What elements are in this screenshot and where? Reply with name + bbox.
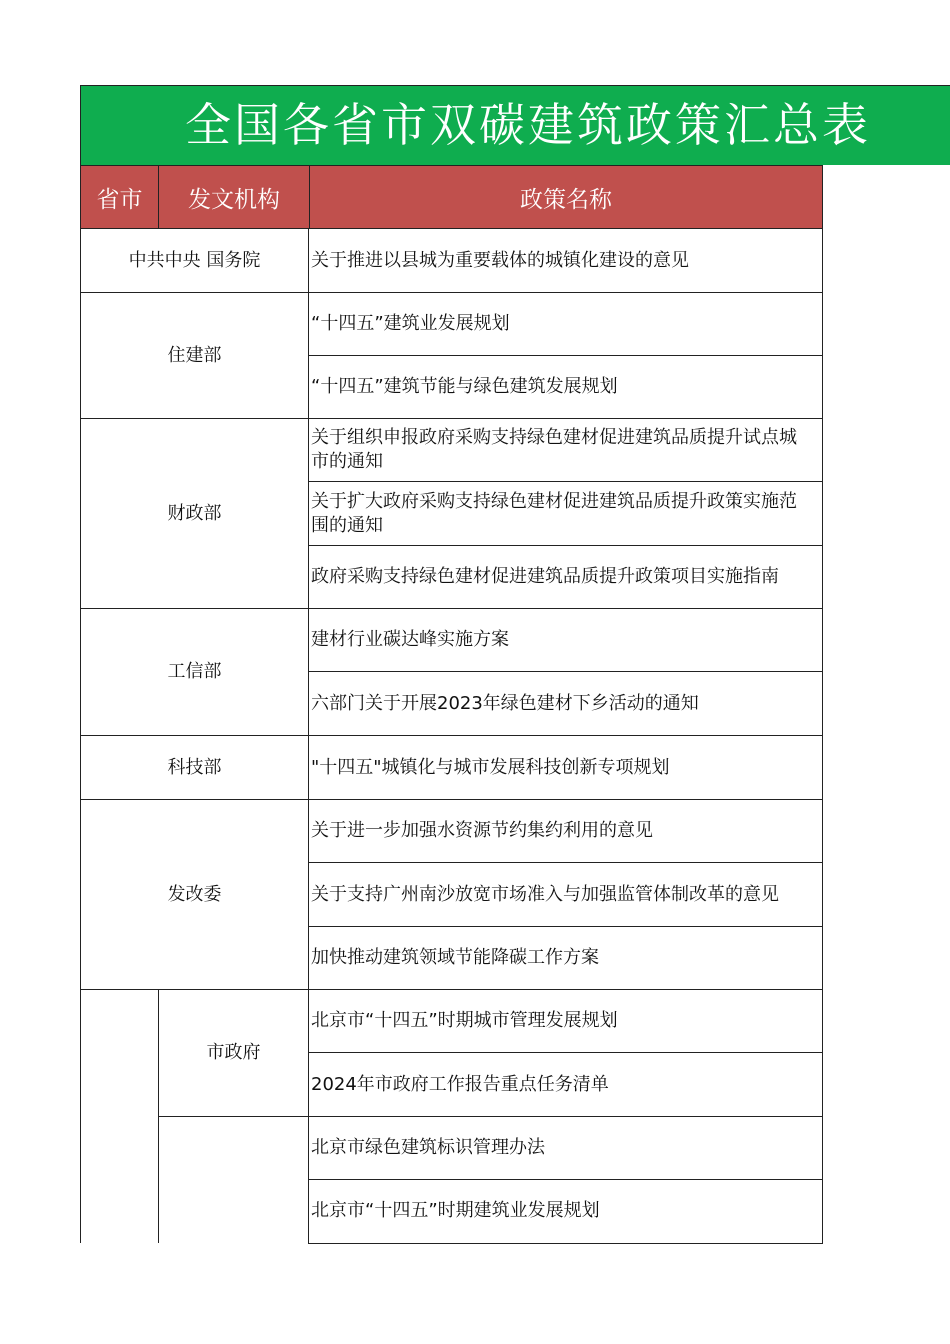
header-province: 省市 (96, 186, 143, 213)
grid-line (308, 671, 823, 672)
agency-cell: 财政部 (167, 502, 222, 524)
grid-line (308, 862, 823, 863)
grid-line (80, 735, 823, 736)
policy-cell: 加快推动建筑领域节能降碳工作方案 (311, 947, 599, 968)
grid-line (308, 481, 823, 482)
grid-line (158, 1116, 823, 1117)
policy-cell: 北京市“十四五”时期城市管理发展规划 (311, 1010, 618, 1031)
agency-cell: 市政府 (206, 1041, 261, 1063)
grid-line (308, 355, 823, 356)
grid-line (308, 1179, 823, 1180)
grid-line (80, 229, 81, 1243)
policy-cell: 六部门关于开展2023年绿色建材下乡活动的通知 (311, 692, 699, 714)
grid-line (822, 229, 823, 1244)
grid-line (80, 799, 823, 800)
policy-cell: 关于进一步加强水资源节约集约利用的意见 (311, 820, 653, 841)
policy-cell: 关于扩大政府采购支持绿色建材促进建筑品质提升政策实施范围的通知 (311, 490, 797, 536)
agency-cell: 发改委 (167, 883, 222, 905)
policy-cell: 北京市“十四五”时期建筑业发展规划 (311, 1200, 600, 1221)
agency-cell: 中共中央 国务院 (128, 250, 261, 271)
header-row (80, 165, 823, 229)
grid-line (308, 1243, 823, 1244)
policy-cell: 关于支持广州南沙放宽市场准入与加强监管体制改革的意见 (311, 883, 779, 905)
policy-cell: "十四五"城镇化与城市发展科技创新专项规划 (311, 756, 670, 778)
grid-line (308, 545, 823, 546)
agency-cell: 科技部 (167, 756, 222, 778)
policy-cell: 建材行业碳达峰实施方案 (311, 629, 509, 650)
agency-cell: 工信部 (167, 661, 222, 682)
page-title: 全国各省市双碳建筑政策汇总表 (185, 98, 871, 152)
grid-line (308, 926, 823, 927)
policy-cell: 关于组织申报政府采购支持绿色建材促进建筑品质提升试点城市的通知 (311, 427, 797, 472)
policy-cell: 关于推进以县城为重要载体的城镇化建设的意见 (311, 250, 689, 271)
policy-cell: 北京市绿色建筑标识管理办法 (311, 1137, 545, 1158)
header-policy: 政策名称 (520, 186, 612, 213)
grid-line (80, 608, 823, 609)
grid-line (80, 418, 823, 419)
policy-cell: “十四五”建筑节能与绿色建筑发展规划 (311, 376, 618, 397)
agency-cell: 住建部 (167, 344, 222, 366)
agency-cell (159, 1117, 308, 1242)
title-banner (80, 85, 950, 165)
policy-cell: 2024年市政府工作报告重点任务清单 (311, 1073, 609, 1095)
policy-cell: “十四五”建筑业发展规划 (311, 313, 510, 334)
grid-line (308, 1052, 823, 1053)
header-agency: 发文机构 (188, 186, 280, 213)
grid-line (80, 292, 823, 293)
grid-line (80, 989, 823, 990)
policy-cell: 政府采购支持绿色建材促进建筑品质提升政策项目实施指南 (311, 566, 779, 587)
grid-line (308, 229, 309, 1244)
